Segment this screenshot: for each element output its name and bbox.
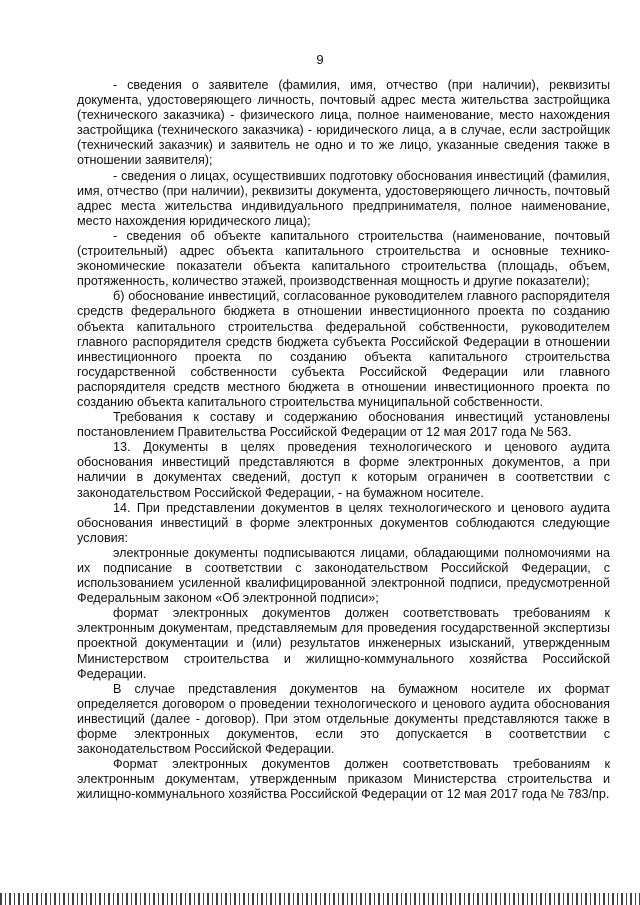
- paragraph-14: 14. При представлении документов в целях технологического и ценового аудита обоснования инвестиций в форме электронных документов соблюдаются следующие условия:: [77, 500, 610, 545]
- document-body: [77, 78, 610, 803]
- paragraph-requirements: Требования к составу и содержанию обоснования инвестиций установлены постановлением Правительства Российской Федерации от 12 мая 2017 года № 563.: [77, 410, 610, 440]
- page-number: 9: [316, 52, 324, 67]
- paragraph-13: 13. Документы в целях проведения технологического и ценового аудита обоснования инвестиций представляются в форме электронных документов, а при наличии в документах сведений, доступ к которым ограничен в соответствии с законодательством Российской Федерации, - на бумажном носителе.: [77, 440, 610, 500]
- paragraph-preparers-info: - сведения о лицах, осуществивших подготовку обоснования инвестиций (фамилия, имя, отчество (при наличии), реквизиты документа, удостоверяющего личность, почтовый адрес места жительства индивидуального предпринимателя, полное наименование, место нахождения юридического лица);: [77, 168, 610, 228]
- paragraph-e-signature: электронные документы подписываются лицами, обладающими полномочиями на их подписание в соответствии с законодательством Российской Федерации, с использованием усиленной квалифицированной электронной подписи, предусмотренной Федеральным законом «Об электронной подписи»;: [77, 545, 610, 606]
- paragraph-object-info: - сведения об объекте капитального строительства (наименование, почтовый (строительный) адрес объекта капитального строительства и основные технико-экономические показатели объекта капитального строительства (площадь, объем, протяженность, количество этажей, производственная мощность и другие показатели);: [77, 228, 610, 289]
- paragraph-format-requirements: формат электронных документов должен соответствовать требованиям к электронным документам, представляемым для проведения государственной экспертизы проектной документации и (или) результатов инженерных изысканий, утвержденным Министерством строительства и жилищно-коммунального хозяйства Российской Федерации.: [77, 606, 610, 681]
- paragraph-paper-format: В случае представления документов на бумажном носителе их формат определяется договором о проведении технологического и ценового аудита обоснования инвестиций (далее - договор). При этом отдельные документы представляются также в форме электронных документов, если это допускается в соответствии с законодательством Российской Федерации.: [77, 681, 610, 757]
- paragraph-e-format-order: Формат электронных документов должен соответствовать требованиям к электронным документам, утвержденным приказом Министерства строительства и жилищно-коммунального хозяйства Российской Федерации от 12 мая 2017 года № 783/пр.: [77, 757, 610, 802]
- paragraph-applicant-info: - сведения о заявителе (фамилия, имя, отчество (при наличии), реквизиты документа, удостоверяющего личность, почтовый адрес места жительства застройщика (технического заказчика) - физического лица, полное наименование, место нахождения застройщика (технического заказчика) - юридического лица, а в случае, если застройщик (технический заказчик) и заявитель не одно и то же лицо, указанные сведения также в отношении заявителя);: [77, 78, 610, 168]
- paragraph-investment-justification: б) обоснование инвестиций, согласованное руководителем главного распорядителя средств федерального бюджета в отношении инвестиционного проекта по созданию объекта капитального строительства федеральной собственности, руководителем главного распорядителя средств бюджета субъекта Российской Федерации в отношении инвестиционного проекта по созданию объекта капитального строительства государственной собственности субъекта Российской Федерации или главного распорядителя средств местного бюджета в отношении инвестиционного проекта по созданию объекта капитального строительства муниципальной собственности.: [77, 289, 610, 409]
- scan-edge-artifact: [0, 893, 640, 905]
